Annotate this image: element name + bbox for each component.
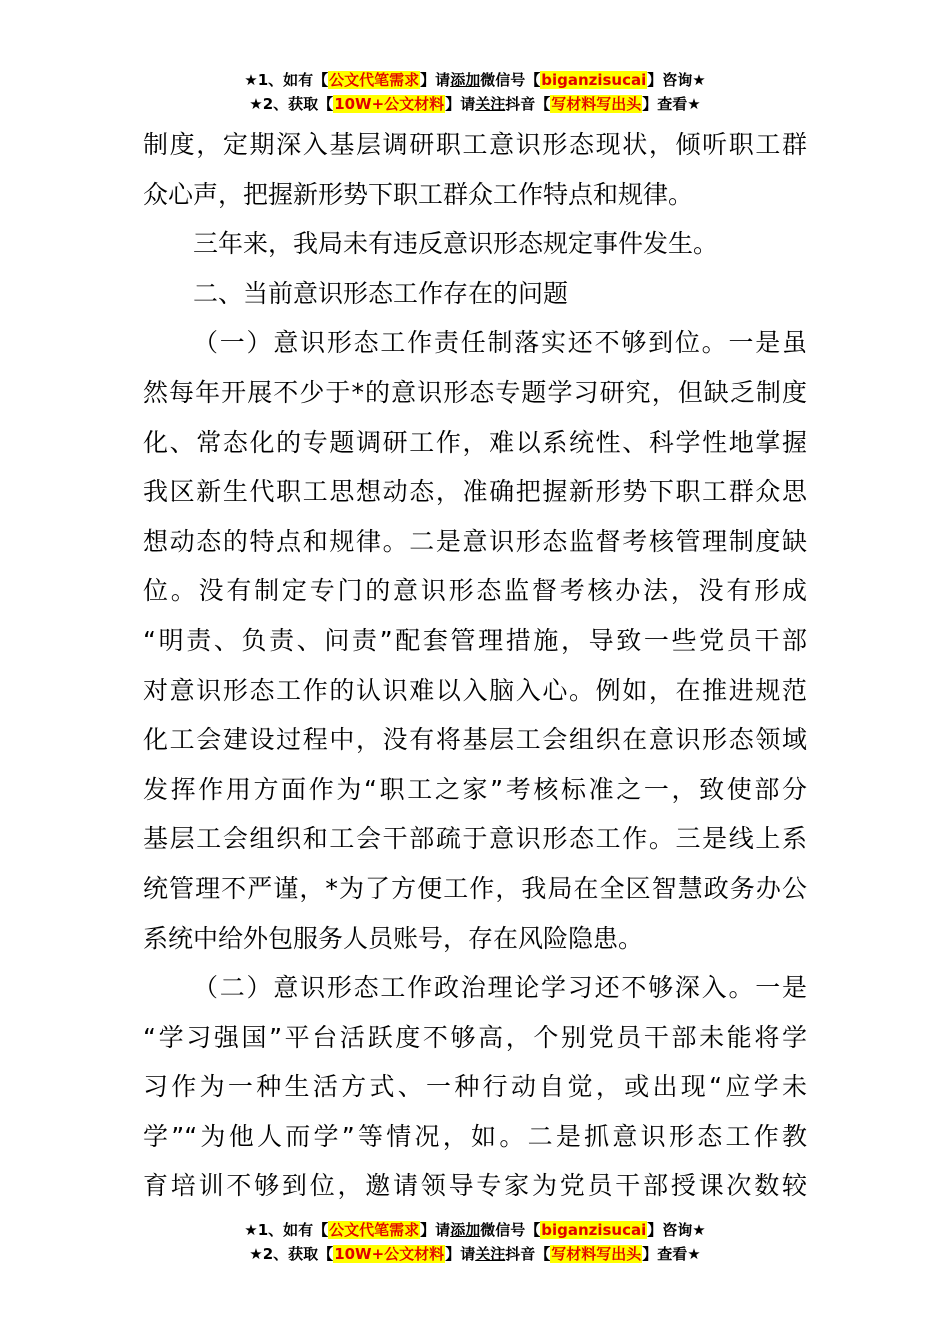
banner-line-1 bbox=[0, 68, 950, 92]
highlight-douyin: 写材料写出头 bbox=[551, 95, 642, 113]
text-line: 想动态的特点和规律。二是意识形态监督考核管理制度缺 bbox=[143, 526, 807, 556]
text-line: 化工会建设过程中，没有将基层工会组织在意识形态领域 bbox=[143, 725, 807, 755]
banner-text: 抖音【 bbox=[505, 1245, 551, 1263]
banner-text: ★1、如有【 bbox=[244, 1221, 329, 1239]
subsection-heading: （二）意识形态工作政治理论学习还不够深入。一是 bbox=[193, 973, 807, 1003]
text-line: 学”“为他人而学”等情况，如。二是抓意识形态工作教 bbox=[143, 1121, 807, 1151]
text-line: 三年来，我局未有违反意识形态规定事件发生。 bbox=[193, 229, 719, 259]
highlight-douyin: 写材料写出头 bbox=[551, 1245, 642, 1263]
text-line: 我区新生代职工思想动态，准确把握新形势下职工群众思 bbox=[143, 477, 807, 507]
banner-line-2 bbox=[0, 92, 950, 116]
banner-text: 关注 bbox=[475, 1245, 506, 1263]
highlight-service: 公文代笔需求 bbox=[329, 71, 420, 89]
highlight-wechat-id: biganzisucai bbox=[541, 1221, 647, 1239]
text-line: 然每年开展不少于*的意识形态专题学习研究，但缺乏制度 bbox=[143, 377, 807, 407]
subsection-heading: （一）意识形态工作责任制落实还不够到位。一是虽 bbox=[193, 328, 807, 358]
banner-text: 】咨询★ bbox=[647, 1221, 706, 1239]
banner-line-1 bbox=[0, 1218, 950, 1242]
text-line: 众心声，把握新形势下职工群众工作特点和规律。 bbox=[143, 179, 694, 209]
banner-text: 抖音【 bbox=[505, 95, 551, 113]
banner-text: 添加 bbox=[450, 1221, 481, 1239]
banner-text: 微信号【 bbox=[480, 1221, 541, 1239]
banner-text: 】请 bbox=[420, 1221, 451, 1239]
highlight-materials: 10W+公文材料 bbox=[334, 1245, 445, 1263]
text-line: 统管理不严谨，*为了方便工作，我局在全区智慧政务办公 bbox=[143, 873, 807, 903]
highlight-service: 公文代笔需求 bbox=[329, 1221, 420, 1239]
banner-line-2 bbox=[0, 1242, 950, 1266]
banner-text: 关注 bbox=[475, 95, 506, 113]
banner-text: 添加 bbox=[450, 71, 481, 89]
banner-text: 】查看★ bbox=[642, 95, 701, 113]
text-line: 发挥作用方面作为“职工之家”考核标准之一，致使部分 bbox=[143, 774, 807, 804]
document-body bbox=[143, 120, 807, 1211]
highlight-wechat-id: biganzisucai bbox=[541, 71, 647, 89]
text-line: 对意识形态工作的认识难以入脑入心。例如，在推进规范 bbox=[143, 675, 807, 705]
text-line: “学习强国”平台活跃度不够高，个别党员干部未能将学 bbox=[143, 1022, 807, 1052]
header-banner bbox=[0, 68, 950, 116]
section-heading: 二、当前意识形态工作存在的问题 bbox=[193, 278, 569, 308]
text-line: 习作为一种生活方式、一种行动自觉，或出现“应学未 bbox=[143, 1072, 807, 1102]
banner-text: 】查看★ bbox=[642, 1245, 701, 1263]
banner-text: 】请 bbox=[445, 95, 476, 113]
highlight-materials: 10W+公文材料 bbox=[334, 95, 445, 113]
banner-text: ★2、获取【 bbox=[249, 1245, 334, 1263]
banner-text: 】咨询★ bbox=[647, 71, 706, 89]
text-line: 系统中给外包服务人员账号，存在风险隐患。 bbox=[143, 923, 644, 953]
banner-text: ★2、获取【 bbox=[249, 95, 334, 113]
text-line: 育培训不够到位，邀请领导专家为党员干部授课次数较 bbox=[143, 1171, 807, 1201]
banner-text: 】请 bbox=[445, 1245, 476, 1263]
footer-banner bbox=[0, 1218, 950, 1266]
text-line: “明责、负责、问责”配套管理措施，导致一些党员干部 bbox=[143, 625, 807, 655]
text-line: 制度，定期深入基层调研职工意识形态现状，倾听职工群 bbox=[143, 130, 807, 159]
banner-text: ★1、如有【 bbox=[244, 71, 329, 89]
text-line: 位。没有制定专门的意识形态监督考核办法，没有形成 bbox=[143, 576, 807, 606]
banner-text: 】请 bbox=[420, 71, 451, 89]
text-line: 化、常态化的专题调研工作，难以系统性、科学性地掌握 bbox=[143, 427, 807, 457]
text-line: 基层工会组织和工会干部疏于意识形态工作。三是线上系 bbox=[143, 824, 807, 854]
banner-text: 微信号【 bbox=[480, 71, 541, 89]
